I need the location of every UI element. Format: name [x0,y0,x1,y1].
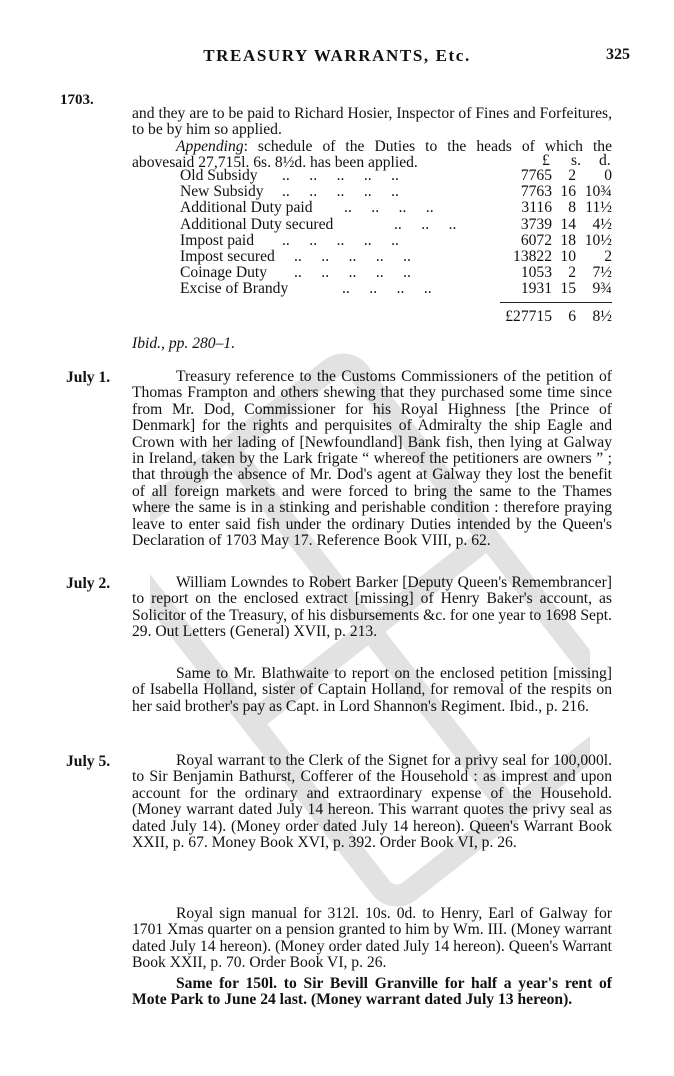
leader-dots: .. .. .. .. [342,280,432,298]
leader-dots: .. .. .. .. [344,199,434,217]
entry-text: Same for 150l. to Sir Bevill Granville for half a year's rent of Mote Park to June 24 last. (Money warrant dated July 13 hereon). [132,975,612,1009]
amount-pence: 11½ [585,199,612,217]
intro-paragraph [132,106,612,172]
leader-dots: .. .. .. .. .. [282,167,399,184]
amount-pence: 2 [604,247,612,265]
amount-shillings: 2 [568,167,576,184]
duty-name: Additional Duty secured [180,215,334,233]
duty-name: New Subsidy [180,183,264,201]
entry-text: Royal warrant to the Clerk of the Signet for a privy seal for 100,000l. to Sir Benjamin Bathurst, Cofferer of the Household : as imprest and upon account for the ordinary and extraordinary expense of the Household. (Money warrant dated July 14 hereon. This warrant quotes the privy seal as dated July 14). (Money order dated July 14 hereon). Queen's Warrant Book XXII, p. 67. Money Book XVI, p. 392. Order Book VI, p. 26. [132,752,612,852]
entry-text: Treasury reference to the Customs Commissioners of the petition of Thomas Frampton and others shewing that they purchased some time since from Mr. Dod, Commissioner for his Royal Highness [the Prince of Denmark] for the rights and perquisites of Admiralty the ship Eagle and Crown with her lading of [Newfoundland] Bank fish, then lying at Galway in Ireland, taken by the Lark frigate “ whereof the petitioners are owners ” ; that through the absence of Mr. Dod's agent at Galway they lost the benefit of all foreign markets and were forced to bring the same to the Thames where the same is in a stinking and perishable condition : therefore praying leave to enter said fish under the ordinary Duties intended by the Queen's Declaration of 1703 May 17. Reference Book VIII, p. 62. [132,368,612,550]
col-header-pence: d. [599,152,611,169]
duty-name: Impost secured [180,247,275,265]
leader-dots: .. .. .. .. .. [282,231,399,249]
amount-pounds: 7763 [520,183,552,201]
amount-shillings: 10 [560,247,576,265]
entry-date: July 5. [66,753,111,770]
page-number: 325 [606,46,630,63]
amount-pence: 4½ [592,215,612,233]
amount-shillings: 16 [560,183,576,201]
duty-name: Additional Duty paid [180,199,313,217]
amount-pence: 0 [604,167,612,184]
entry-text: Same to Mr. Blathwaite to report on the enclosed petition [missing] of Isabella Holland, sister of Captain Holland, for removal of the respits on her said brother's pay as Capt. in Lord Shannon's Regiment. Ibid., p. 216. [132,665,612,715]
schedule-row [180,184,612,200]
amount-pounds: 1053 [520,264,552,282]
amount-pounds: 3739 [520,215,552,233]
col-header-pounds: £ [542,152,550,169]
intro-line: and they are to be paid to Richard Hosier, Inspector of Fines and Forfeitures, to be by him so applied. [132,105,612,139]
amount-pounds: 6072 [520,231,552,249]
schedule-citation [132,335,235,353]
appending-text: : schedule of the Duties to the heads of which the abovesaid 27,715l. 6s. 8½d. has been applied. [132,137,612,172]
amount-pence: 10½ [584,231,612,249]
amount-shillings: 15 [560,280,576,298]
schedule-row [180,217,612,233]
entry-date: July 2. [66,575,111,592]
entry-text: William Lowndes to Robert Barker [Deputy Queen's Remembrancer] to report on the enclosed extract [missing] of Henry Baker's account, as Solicitor of the Treasury, of his disbursements &c. for one year to 1698 Sept. 29. Out Letters (General) XVII, p. 213. [132,574,612,641]
citation-text: Ibid., pp. 280–1. [132,335,236,352]
amount-pence: 9¾ [592,280,612,298]
total-rule [500,302,612,303]
running-title: TREASURY WARRANTS, Etc. [203,46,471,65]
duty-name: Coinage Duty [180,264,268,282]
amount-pounds: 3116 [521,199,552,217]
amount-shillings: 14 [560,215,576,233]
leader-dots: .. .. .. .. .. [294,247,411,265]
leader-dots: .. .. .. [394,215,457,233]
entry-date: July 1. [66,369,111,386]
amount-pence: 10¾ [584,183,612,201]
schedule-row [180,265,612,281]
schedule-row [180,233,612,249]
amount-shillings: 8 [568,199,576,217]
amount-pounds: 13822 [513,247,552,265]
duty-name: Old Subsidy [180,167,258,184]
entry-text: Royal sign manual for 312l. 10s. 0d. to Henry, Earl of Galway for 1701 Xmas quarter on a pension granted to him by Wm. III. (Money warrant dated July 14 hereon). (Money order dated July 14 hereon). Queen's Warrant Book XXII, p. 70. Order Book VI, p. 26. [132,905,612,972]
schedule-row [180,168,612,184]
year-marker: 1703. [60,92,94,108]
amount-pounds: 1931 [520,280,552,298]
amount-shillings: 2 [568,264,576,282]
schedule-row [180,249,612,265]
total-pence: 8½ [592,308,612,325]
duty-name: Impost paid [180,231,255,249]
schedule-row [180,200,612,216]
duties-schedule [180,168,612,298]
col-header-shillings: s. [571,152,581,169]
amount-pence: 7½ [592,264,612,282]
schedule-total [500,308,612,326]
appending-label: Appending [176,137,244,155]
total-pounds: £27715 [505,308,552,325]
leader-dots: .. .. .. .. .. [294,264,411,282]
amount-pounds: 7765 [520,167,552,184]
leader-dots: .. .. .. .. .. [282,183,399,201]
schedule-row [180,281,612,297]
duty-name: Excise of Brandy [180,280,289,298]
total-shillings: 6 [568,308,576,325]
amount-shillings: 18 [560,231,576,249]
